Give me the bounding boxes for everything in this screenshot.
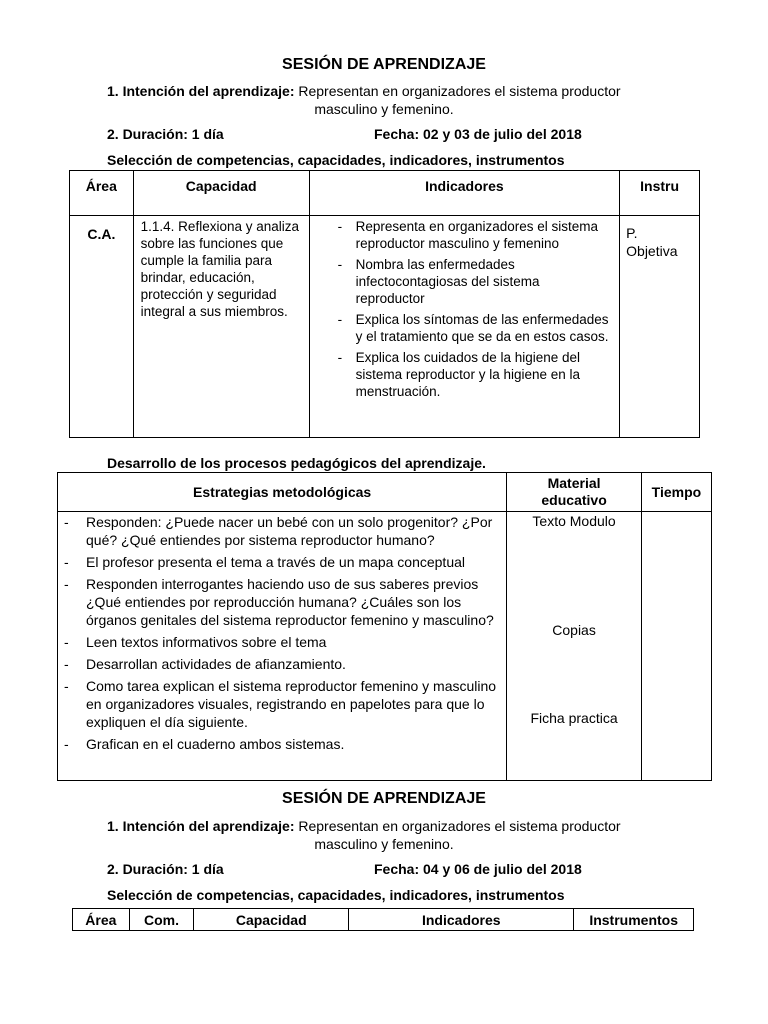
header-competency: Com. <box>129 909 194 931</box>
area-cell: C.A. <box>70 216 134 438</box>
list-item: - Explica los cuidados de la higiene del sistema reproductor y la higiene en la menstruación. <box>334 349 612 400</box>
intent-text-line2: masculino y femenino. <box>314 101 454 117</box>
date: Fecha: 02 y 03 de julio del 2018 <box>374 126 582 142</box>
table-row <box>58 512 712 781</box>
header-material: Material educativo <box>507 473 642 512</box>
table-header-row <box>73 909 694 931</box>
list-item: - Como tarea explican el sistema reproductor femenino y masculino en organizadores visuales, registrando en papelotes para que lo expliquen el día siguiente. <box>58 677 500 731</box>
capacity-cell: 1.1.4. Reflexiona y analiza sobre las funciones que cumple la familia para brindar, educación, protección y seguridad integral a sus miembros. <box>133 216 309 438</box>
list-item: - Representa en organizadores el sistema reproductor masculino y femenino <box>334 218 612 252</box>
instrument-line1: P. <box>626 225 638 241</box>
header-capacity: Capacidad <box>194 909 349 931</box>
list-item: - Desarrollan actividades de afianzamiento. <box>58 655 500 673</box>
session-title: SESIÓN DE APRENDIZAJE <box>282 56 486 73</box>
table-row <box>70 216 700 438</box>
list-item: - Explica los síntomas de las enfermedades y el tratamiento que se da en estos casos. <box>334 311 612 345</box>
learning-intent <box>107 818 687 834</box>
header-indicators: Indicadores <box>309 171 620 216</box>
intent-label: 1. Intención del aprendizaje: <box>107 818 295 834</box>
header-area: Área <box>70 171 134 216</box>
list-item: - Nombra las enfermedades infectocontagiosas del sistema reproductor <box>334 256 612 307</box>
date: Fecha: 04 y 06 de julio del 2018 <box>374 861 582 877</box>
instrument-line2: Objetiva <box>626 243 678 259</box>
duration: 2. Duración: 1 día <box>107 861 224 877</box>
header-instruments: Instrumentos <box>574 909 694 931</box>
intent-label: 1. Intención del aprendizaje: <box>107 83 295 99</box>
header-capacity: Capacidad <box>133 171 309 216</box>
list-item: - El profesor presenta el tema a través de un mapa conceptual <box>58 553 500 571</box>
learning-intent <box>107 83 687 99</box>
instrument-cell <box>620 216 700 438</box>
list-item: - Responden: ¿Puede nacer un bebé con un solo progenitor? ¿Por qué? ¿Qué entiendes por sistema reproductor humano? <box>58 513 500 549</box>
list-item: - Leen textos informativos sobre el tema <box>58 633 500 651</box>
header-instrument: Instru <box>620 171 700 216</box>
intent-text-line1: Representan en organizadores el sistema productor <box>298 818 621 834</box>
materials-cell <box>507 512 642 781</box>
selection-heading: Selección de competencias, capacidades, indicadores, instrumentos <box>107 887 565 903</box>
material-item: Ficha practica <box>530 710 618 726</box>
session-title: SESIÓN DE APRENDIZAJE <box>282 790 486 807</box>
header-indicators: Indicadores <box>349 909 574 931</box>
list-item: - Grafican en el cuaderno ambos sistemas. <box>58 735 500 753</box>
indicators-list <box>334 218 612 400</box>
table-header-row <box>70 171 700 216</box>
strategies-cell <box>58 512 507 781</box>
duration: 2. Duración: 1 día <box>107 126 224 142</box>
material-item: Texto Modulo <box>532 513 616 529</box>
competencies-table <box>72 908 694 931</box>
table-header-row <box>58 473 712 512</box>
selection-heading: Selección de competencias, capacidades, indicadores, instrumentos <box>107 152 565 168</box>
indicators-cell <box>309 216 620 438</box>
header-time: Tiempo <box>641 473 711 512</box>
material-item: Copias <box>552 622 596 638</box>
time-cell <box>641 512 711 781</box>
intent-text-line1: Representan en organizadores el sistema productor <box>298 83 621 99</box>
development-table <box>57 472 712 781</box>
header-strategies: Estrategias metodológicas <box>58 473 507 512</box>
competencies-table <box>69 170 700 438</box>
development-heading: Desarrollo de los procesos pedagógicos del aprendizaje. <box>107 455 486 471</box>
intent-text-line2: masculino y femenino. <box>314 836 454 852</box>
strategies-list <box>58 513 500 753</box>
list-item: - Responden interrogantes haciendo uso de sus saberes previos ¿Qué entiendes por reproducción humana? ¿Cuáles son los órganos genitales del sistema reproductor femenino y masculino? <box>58 575 500 629</box>
header-area: Área <box>73 909 130 931</box>
